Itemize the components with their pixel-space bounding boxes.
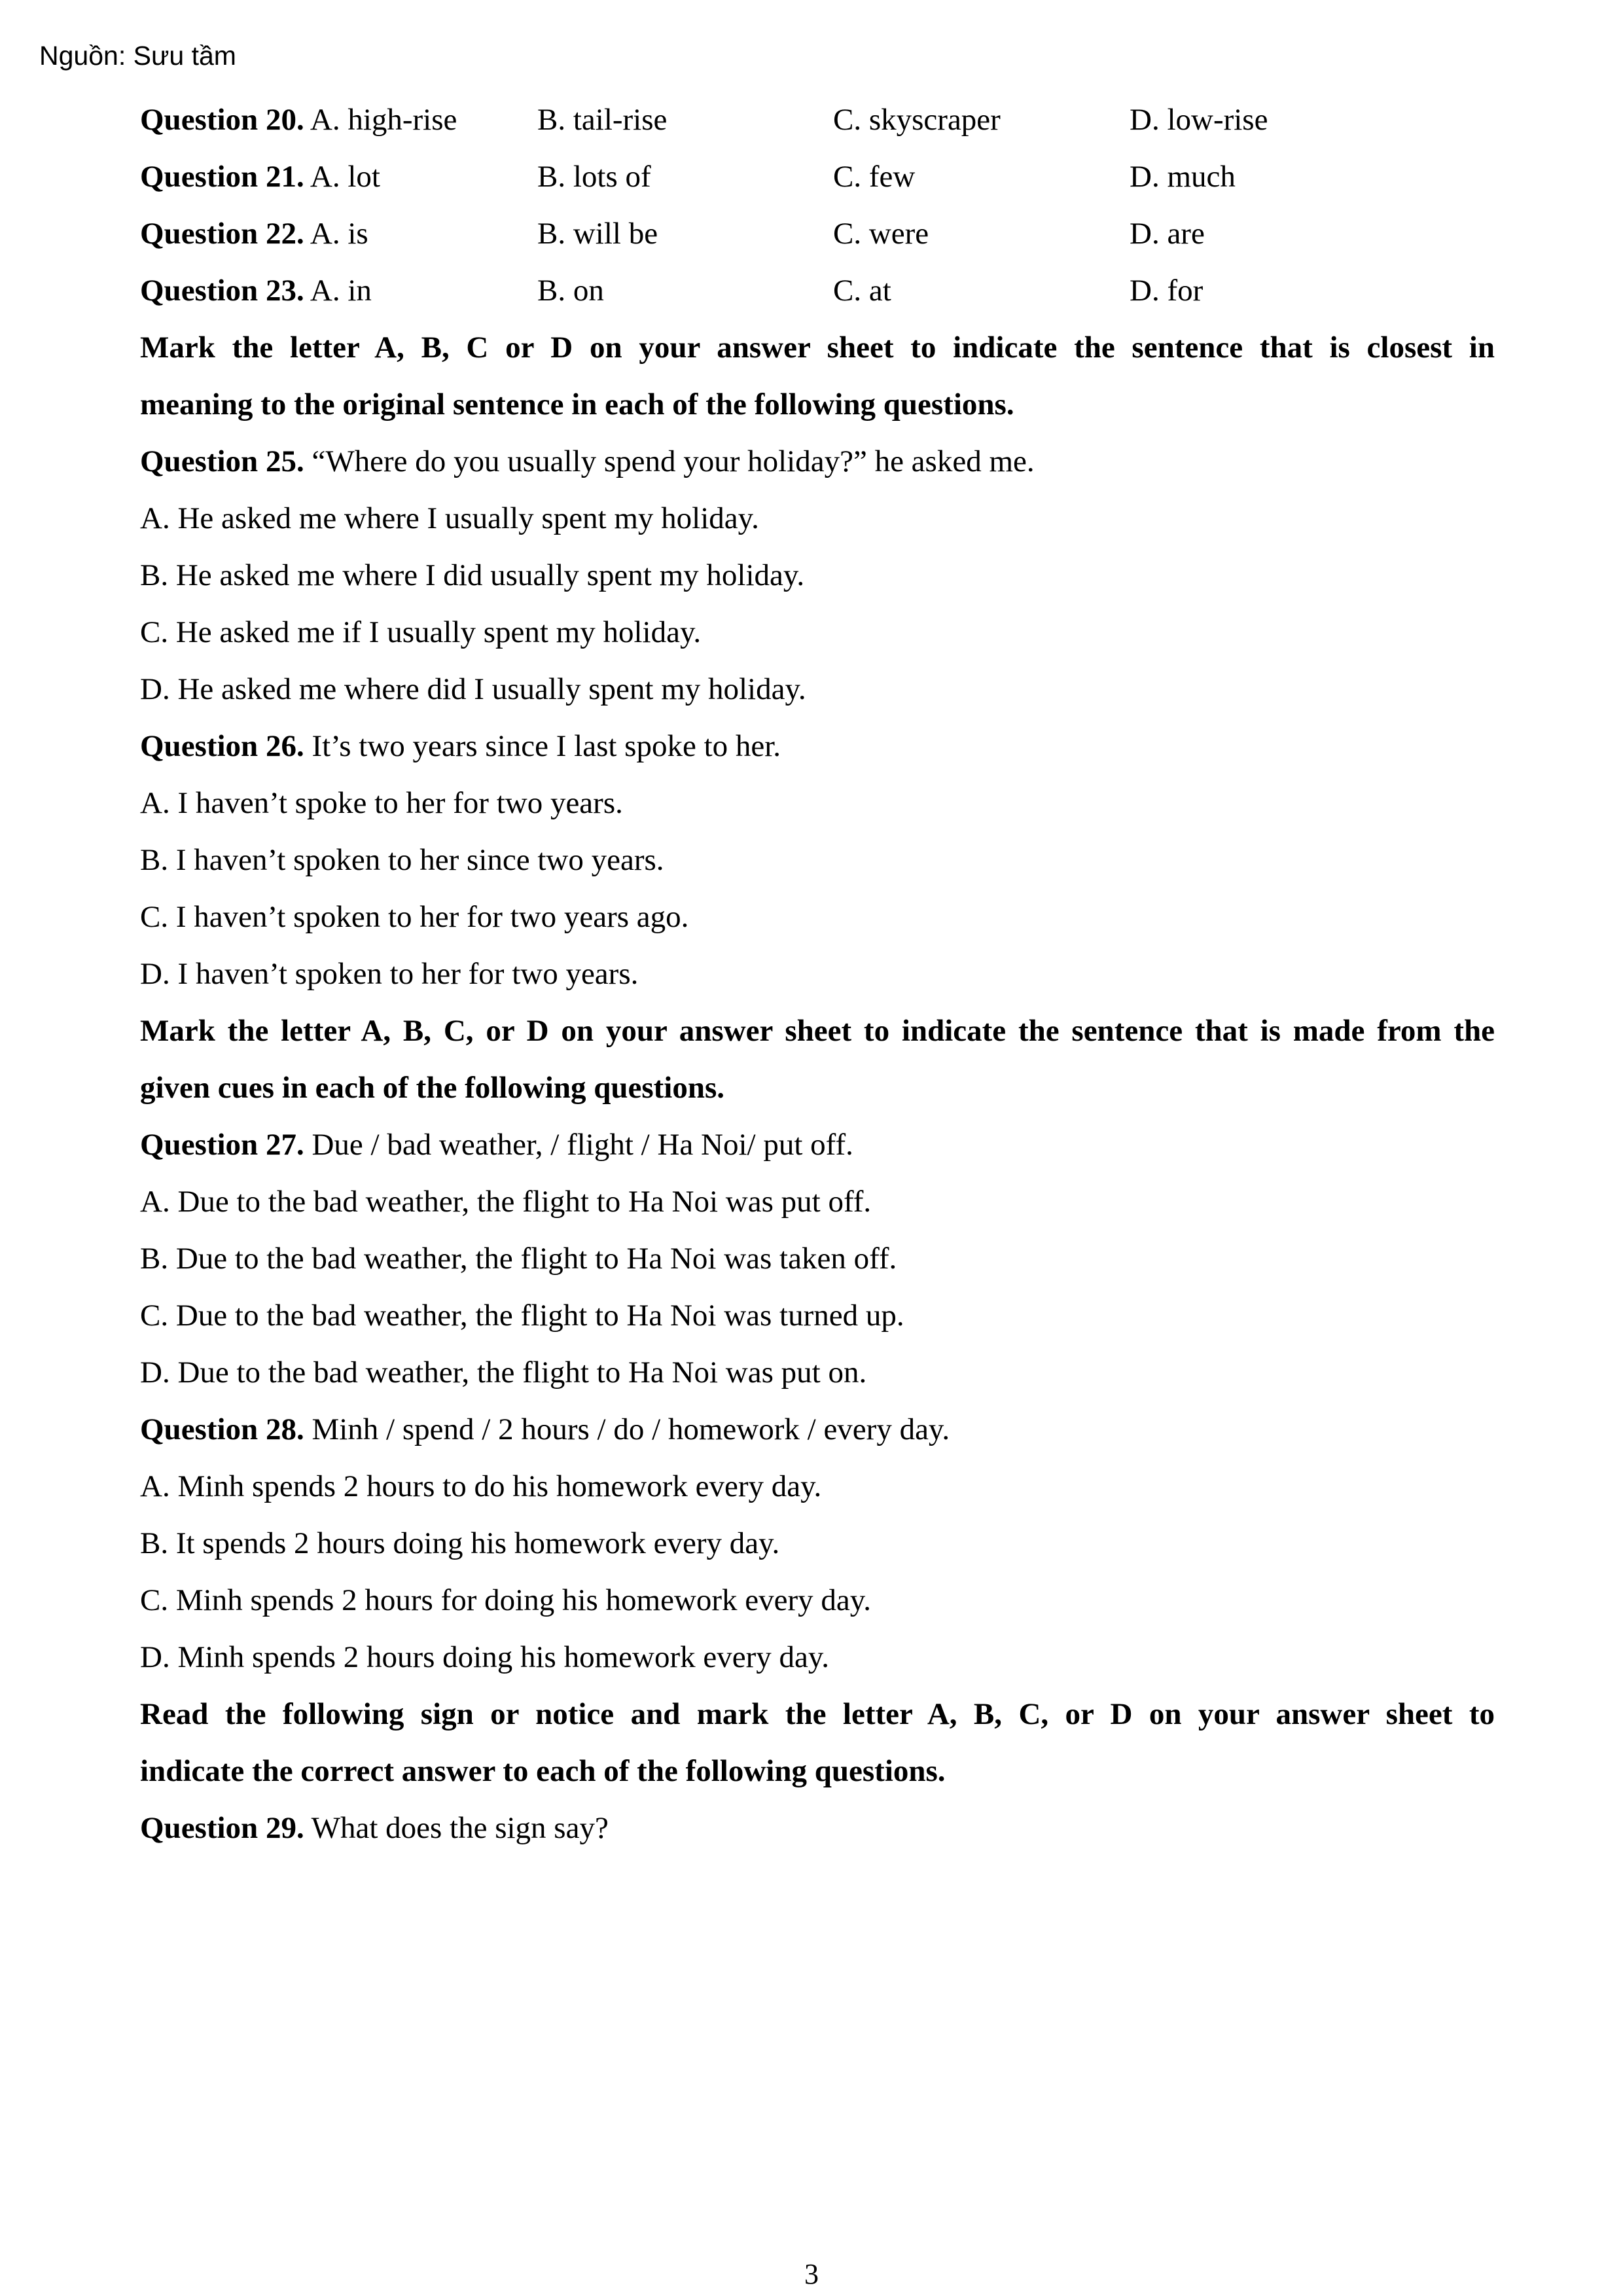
section-instruction-cues-line-1: Mark the letter A, B, C, or D on your answer sheet to indicate the sentence that is made from the [140,1014,1495,1048]
question-23-first-option [140,262,372,319]
question-27-option-a: A. Due to the bad weather, the flight to Ha Noi was put off. [140,1185,872,1219]
question-28-label: Question 28. [140,1412,304,1446]
section-instruction-sign-line-1: Read the following sign or notice and mark the letter A, B, C, or D on your answer sheet to [140,1697,1495,1731]
question-21-option-a: A. lot [310,160,380,194]
question-25-option-c: C. He asked me if I usually spent my holiday. [140,615,702,649]
question-25-option-b: B. He asked me where I did usually spent my holiday. [140,558,805,592]
question-27-stem [140,1117,1495,1174]
question-20-option-a: A. high-rise [310,103,457,137]
question-21-row [140,149,1495,206]
question-20-label: Question 20. [140,103,304,137]
question-22-label: Question 22. [140,217,304,251]
question-23-option-b: B. on [537,274,604,308]
source-note: Nguồn: Sưu tầm [39,41,236,71]
section-instruction-sign-line-2: indicate the correct answer to each of the following questions. [140,1754,946,1788]
question-21-first-option [140,149,380,206]
question-22-row [140,206,1495,262]
question-26-stem [140,718,1495,775]
question-27-text: Due / bad weather, / flight / Ha Noi/ put off. [304,1128,853,1162]
question-26-option-a: A. I haven’t spoke to her for two years. [140,786,623,820]
question-20-option-c: C. skyscraper [833,103,1001,137]
question-28-option-c: C. Minh spends 2 hours for doing his homework every day. [140,1583,871,1617]
question-23-option-a: A. in [310,274,372,308]
question-21-option-d: D. much [1130,160,1236,194]
question-27-label: Question 27. [140,1128,304,1162]
section-instruction-closest-line-1: Mark the letter A, B, C or D on your answer sheet to indicate the sentence that is closest in [140,331,1495,365]
question-21-option-c: C. few [833,160,916,194]
question-22-option-d: D. are [1130,217,1205,251]
question-26-text: It’s two years since I last spoke to her. [304,729,781,763]
section-instruction-closest-line-2: meaning to the original sentence in each of the following questions. [140,387,1014,422]
question-25-option-d: D. He asked me where did I usually spent my holiday. [140,672,806,706]
question-20-option-b: B. tail-rise [537,103,668,137]
question-22-option-a: A. is [310,217,368,251]
question-20-first-option [140,92,457,149]
question-27-option-d: D. Due to the bad weather, the flight to Ha Noi was put on. [140,1355,867,1390]
question-21-label: Question 21. [140,160,304,194]
page-number: 3 [804,2258,819,2290]
question-27-option-c: C. Due to the bad weather, the flight to Ha Noi was turned up. [140,1299,904,1333]
question-28-text: Minh / spend / 2 hours / do / homework / every day. [304,1412,950,1446]
question-22-option-b: B. will be [537,217,658,251]
question-23-label: Question 23. [140,274,304,308]
question-22-option-c: C. were [833,217,929,251]
question-25-label: Question 25. [140,444,304,478]
question-28-stem [140,1401,1495,1458]
question-27-option-b: B. Due to the bad weather, the flight to Ha Noi was taken off. [140,1242,897,1276]
question-29-text: What does the sign say? [304,1811,609,1845]
question-23-option-c: C. at [833,274,891,308]
question-20-option-d: D. low-rise [1130,103,1268,137]
question-23-option-d: D. for [1130,274,1204,308]
question-28-option-b: B. It spends 2 hours doing his homework every day. [140,1526,780,1560]
question-26-label: Question 26. [140,729,304,763]
question-28-option-d: D. Minh spends 2 hours doing his homework every day. [140,1640,830,1674]
question-28-option-a: A. Minh spends 2 hours to do his homework every day. [140,1469,822,1503]
question-26-option-c: C. I haven’t spoken to her for two years ago. [140,900,689,934]
question-22-first-option [140,206,368,262]
question-26-option-b: B. I haven’t spoken to her since two years. [140,843,664,877]
section-instruction-cues-line-2: given cues in each of the following questions. [140,1071,725,1105]
question-29-label: Question 29. [140,1811,304,1845]
question-21-option-b: B. lots of [537,160,651,194]
question-29-stem [140,1800,1495,1857]
question-25-stem [140,433,1495,490]
question-20-row [140,92,1495,149]
question-26-option-d: D. I haven’t spoken to her for two years. [140,957,639,991]
question-25-option-a: A. He asked me where I usually spent my holiday. [140,501,759,535]
question-23-row [140,262,1495,319]
question-25-text: “Where do you usually spend your holiday?” he asked me. [304,444,1035,478]
page-content [140,92,1495,1857]
